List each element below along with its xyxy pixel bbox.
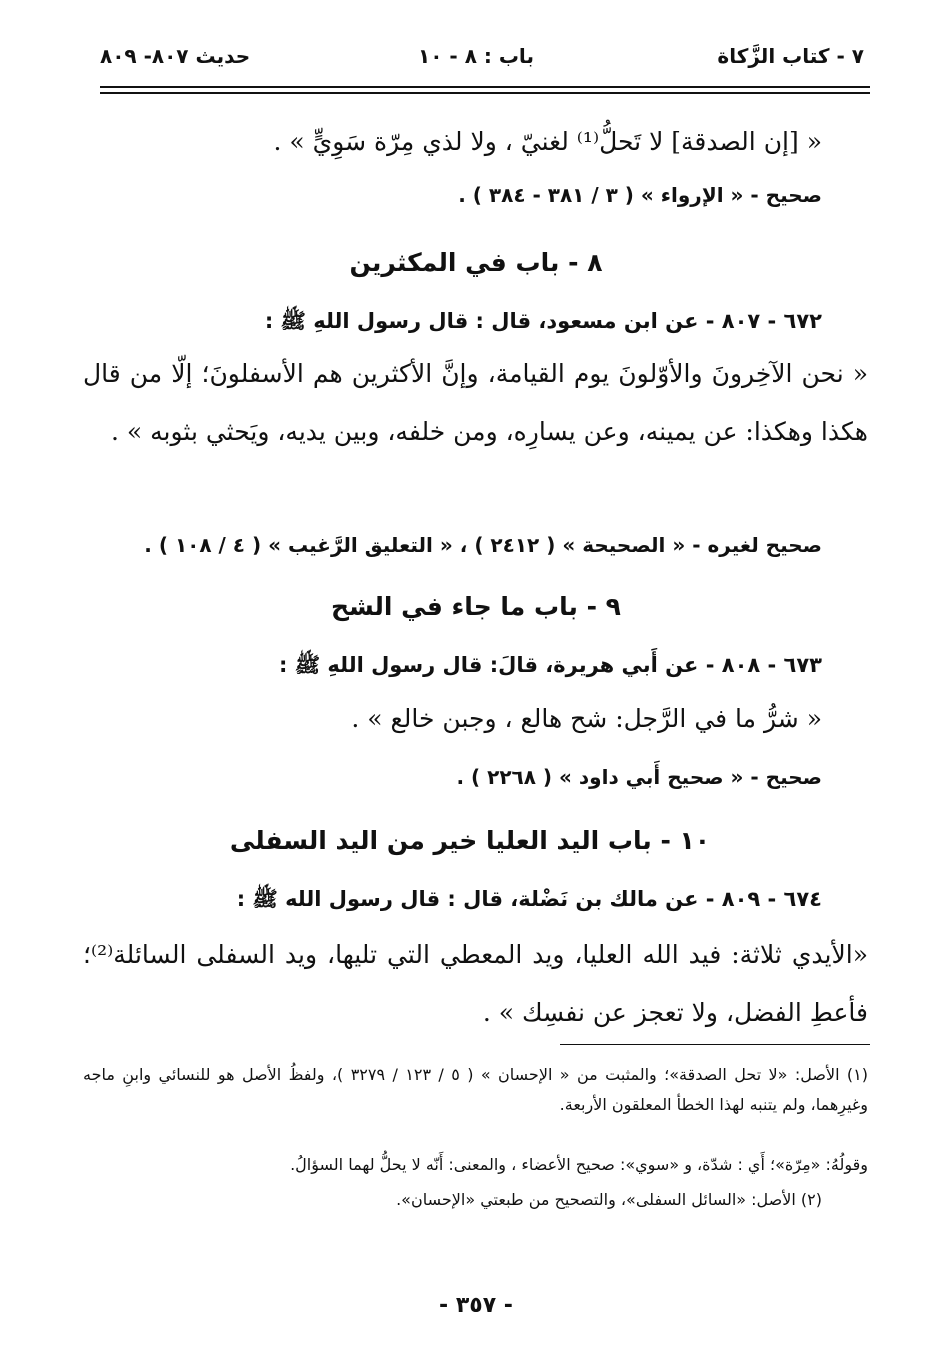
- hadith-text-line: « [إن الصدقة] لا تَحلُّ⁽¹⁾ لغنيّ ، ولا لذي مِرّة سَوِيٍّ » .: [273, 127, 822, 156]
- chapter-heading-8: ٨ - باب في المكثرين: [349, 248, 603, 277]
- footnote-2: (٢) الأصل: «السائل السفلى»، والتصحيح من طبعتي «الإحسان».: [396, 1190, 822, 1209]
- hadith-text-paragraph: « نحن الآخِرونَ والأوّلونَ يوم القيامة، وإنَّ الأكثرين هم الأسفلونَ؛ إلّا من قال هكذا وهكذا: عن يمينه، وعن يسارِه، ومن خلفه، وبين يديه، ويَحثي بثوبه » .: [83, 359, 868, 446]
- footnote-1: (١) الأصل: «لا تحل الصدقة»؛ والمثبت من « الإحسان » ( ٥ / ١٢٣ / ٣٢٧٩ )، ولفظُ الأصل هو للنسائي وابنِ ماجه وغيرِهما، ولم يتنبه لهذا الخطأ المعلقون الأربعة.: [83, 1065, 868, 1114]
- running-header-hadith-range: حديث ٨٠٧- ٨٠٩: [100, 44, 251, 68]
- grading-line: صحيح - « الإرواء » ( ٣ / ٣٨١ - ٣٨٤ ) .: [458, 183, 822, 207]
- hadith-isnad-line: ٦٧٤ - ٨٠٩ - عن مالك بن نَضْلة، قال : قال رسول الله ﷺ :: [236, 887, 822, 911]
- grading-line: صحيح - « صحيح أَبي داود » ( ٢٢٦٨ ) .: [456, 765, 822, 789]
- footnote-separator: [560, 1044, 870, 1045]
- hadith-isnad-line: ٦٧٢ - ٨٠٧ - عن ابن مسعود، قال : قال رسول اللهِ ﷺ :: [264, 309, 822, 333]
- page-number: - ٣٥٧ -: [439, 1293, 513, 1318]
- header-rule-bottom: [100, 92, 870, 94]
- hadith-text-paragraph: «الأيدي ثلاثة: فيد الله العليا، ويد المعطي التي تليها، ويد السفلى السائلة⁽²⁾؛ فأعطِ الفضل، ولا تعجز عن نفسِك » .: [83, 940, 868, 1027]
- header-rule-top: [100, 86, 870, 88]
- chapter-heading-10: ١٠ - باب اليد العليا خير من اليد السفلى: [229, 826, 711, 855]
- hadith-text-line: « شرُّ ما في الرَّجل: شح هالع ، وجبن خالع » .: [351, 704, 822, 733]
- running-header-chapter: ٧ - كتاب الزَّكاة: [717, 44, 864, 68]
- running-header-bab: باب : ٨ - ١٠: [418, 44, 534, 68]
- grading-line: صحيح لغيره - « الصحيحة » ( ٢٤١٢ ) ، « التعليق الرَّغيب » ( ٤ / ١٠٨ ) .: [144, 533, 822, 557]
- footnote-1-continuation: وقولُهُ: «مِرّة»؛ أَي : شدّة، و «سوي»: صحيح الأعضاء ، والمعنى: أَنّه لا يحلُّ لهما السؤالُ.: [290, 1155, 868, 1174]
- chapter-heading-9: ٩ - باب ما جاء في الشح: [331, 592, 621, 621]
- hadith-isnad-line: ٦٧٣ - ٨٠٨ - عن أَبي هريرة، قالَ: قال رسول اللهِ ﷺ :: [279, 653, 822, 677]
